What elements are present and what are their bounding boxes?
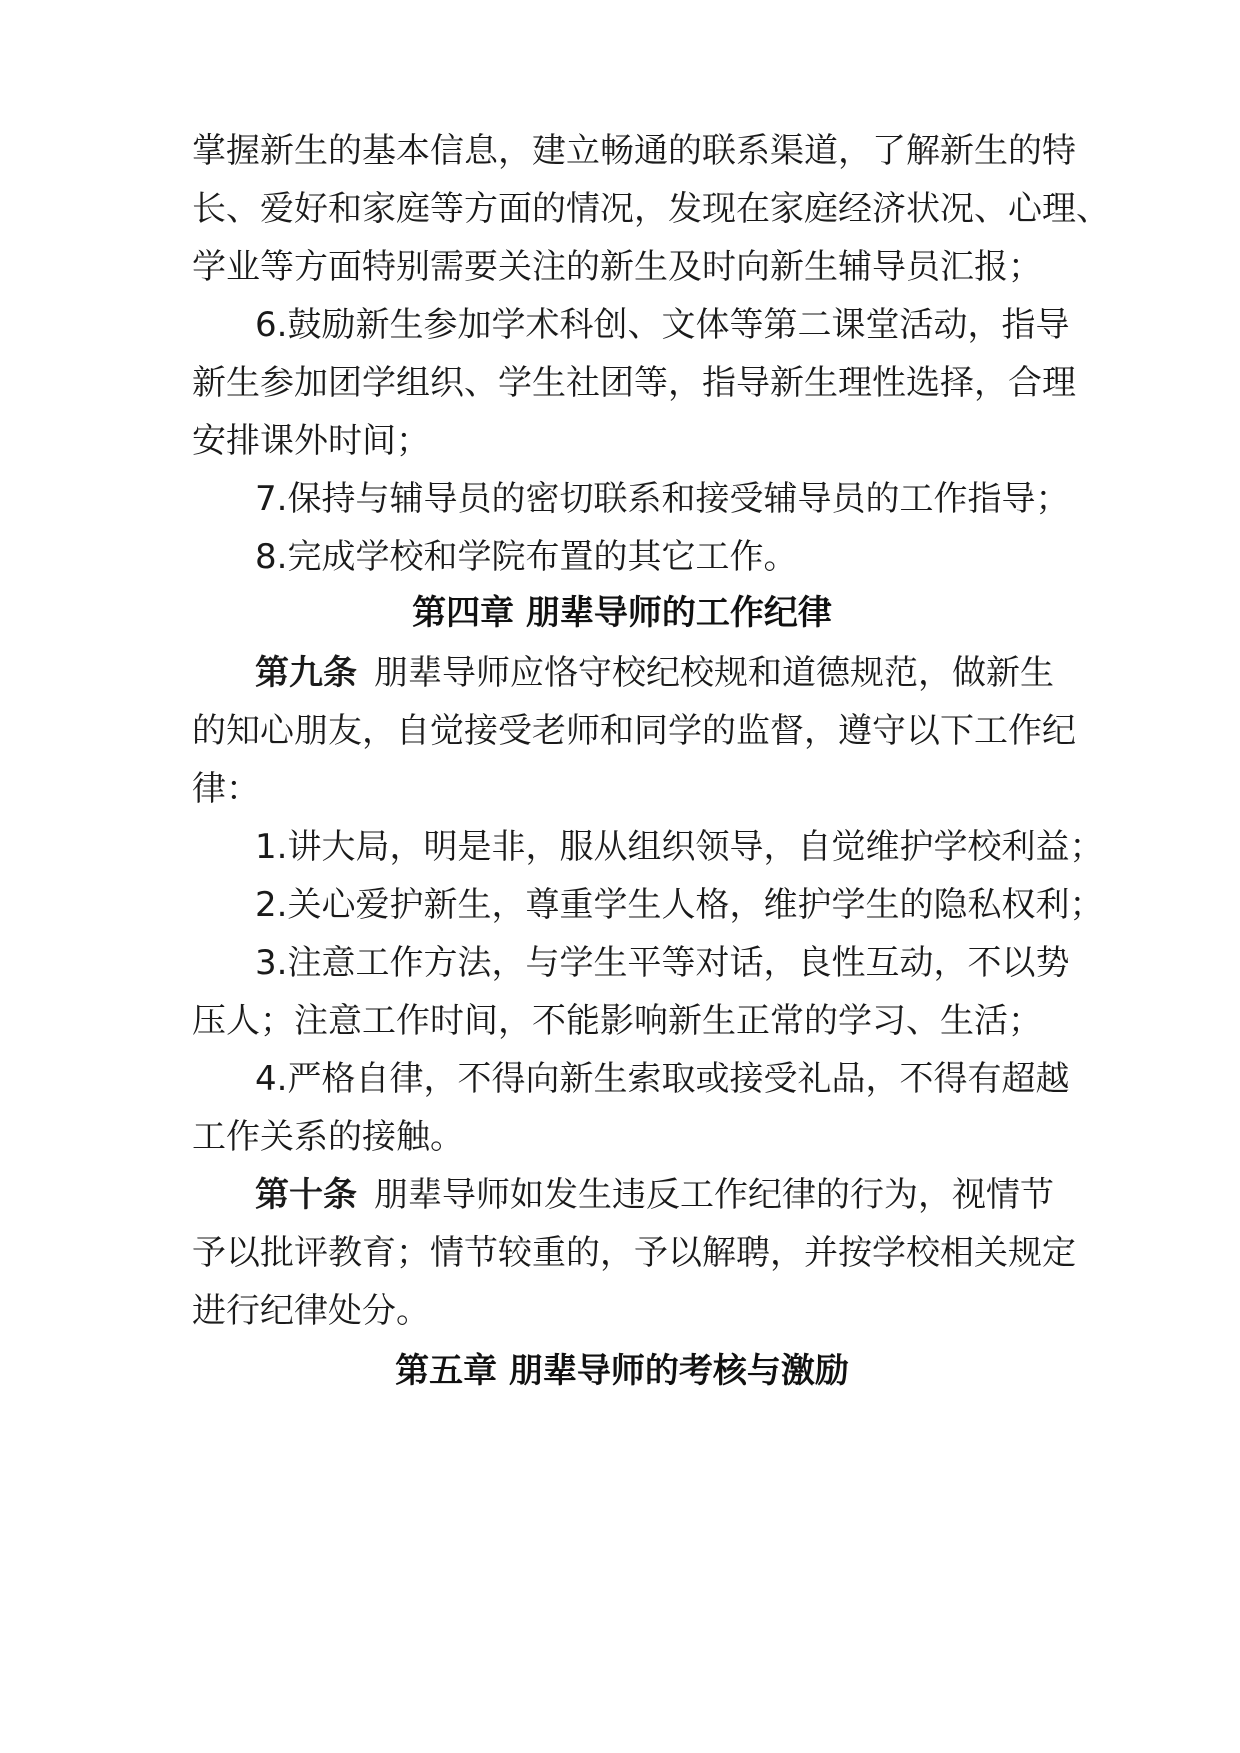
list-item-2: 2.关心爱护新生，尊重学生人格，维护学生的隐私权利；	[255, 885, 1104, 925]
paragraph-line: 掌握新生的基本信息，建立畅通的联系渠道，了解新生的特	[192, 131, 1076, 171]
article-9-first-line	[255, 653, 1052, 693]
paragraph-line: 工作关系的接触。	[192, 1117, 464, 1157]
paragraph-line: 的知心朋友，自觉接受老师和同学的监督，遵守以下工作纪	[192, 711, 1076, 751]
article-10-label: 第十条	[255, 1175, 357, 1215]
paragraph-line: 压人；注意工作时间，不能影响新生正常的学习、生活；	[192, 1001, 1042, 1041]
list-item-1: 1.讲大局，明是非，服从组织领导，自觉维护学校利益；	[255, 827, 1104, 867]
paragraph-line: 律：	[192, 769, 260, 809]
list-item-7: 7.保持与辅导员的密切联系和接受辅导员的工作指导；	[255, 479, 1070, 519]
chapter-4-heading: 第四章 朋辈导师的工作纪律	[412, 593, 832, 633]
paragraph-line: 安排课外时间；	[192, 421, 430, 461]
paragraph-line: 长、爱好和家庭等方面的情况，发现在家庭经济状况、心理、	[192, 189, 1110, 229]
list-item-4: 4.严格自律，不得向新生索取或接受礼品，不得有超越	[255, 1059, 1070, 1099]
list-item-8: 8.完成学校和学院布置的其它工作。	[255, 537, 798, 577]
paragraph-line: 学业等方面特别需要关注的新生及时向新生辅导员汇报；	[192, 247, 1042, 287]
paragraph-line: 进行纪律处分。	[192, 1291, 430, 1331]
paragraph-line: 新生参加团学组织、学生社团等，指导新生理性选择，合理	[192, 363, 1076, 403]
list-item-3: 3.注意工作方法，与学生平等对话，良性互动，不以势	[255, 943, 1070, 983]
paragraph-line: 予以批评教育；情节较重的，予以解聘，并按学校相关规定	[192, 1233, 1076, 1273]
article-9-text: 朋辈导师应恪守校纪校规和道德规范，做新生	[374, 653, 1054, 693]
chapter-5-heading: 第五章 朋辈导师的考核与激励	[395, 1351, 849, 1391]
list-item-6: 6.鼓励新生参加学术科创、文体等第二课堂活动，指导	[255, 305, 1070, 345]
article-10-text: 朋辈导师如发生违反工作纪律的行为，视情节	[374, 1175, 1054, 1215]
article-9-label: 第九条	[255, 653, 357, 693]
article-10-first-line	[255, 1175, 1052, 1215]
